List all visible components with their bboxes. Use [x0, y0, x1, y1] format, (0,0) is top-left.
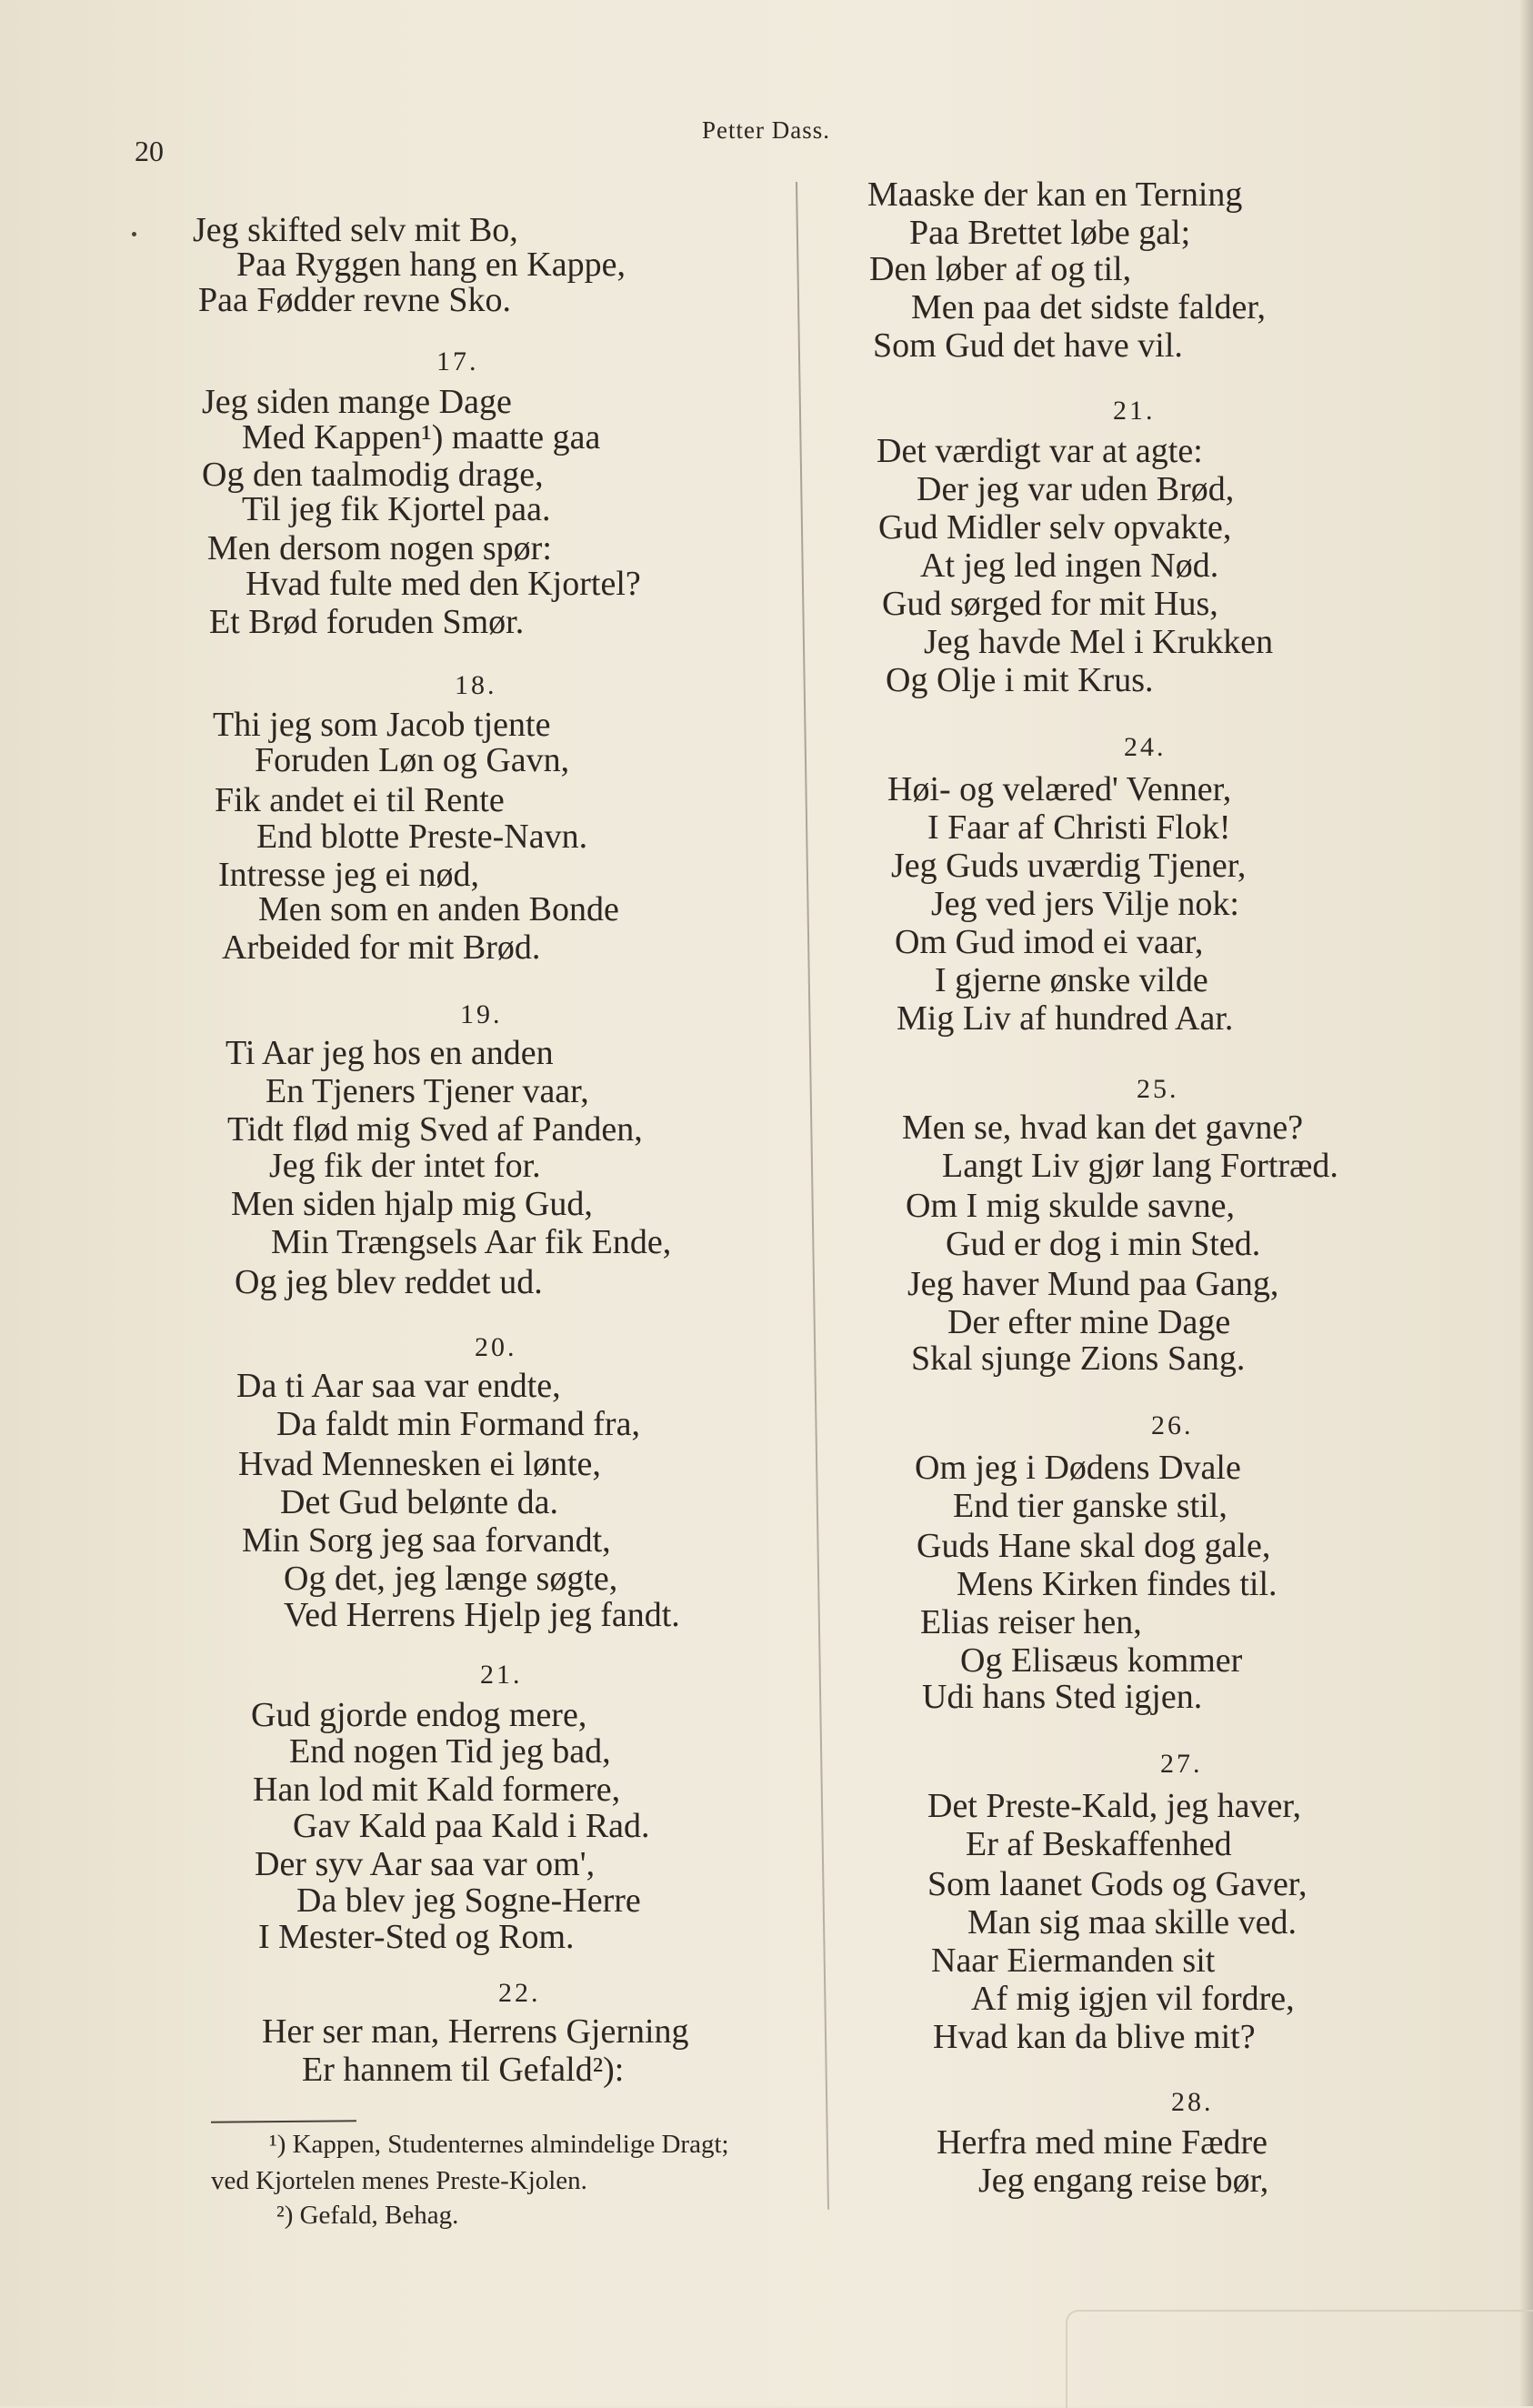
page-edge-shadow [1520, 0, 1533, 2406]
stanza-number: 19. [460, 999, 503, 1029]
scan-corner-mark [1066, 2310, 1533, 2408]
verse-line: Elias reiser hen, [920, 1603, 1142, 1641]
verse-line: Jeg haver Mund paa Gang, [907, 1265, 1279, 1303]
verse-line: Ti Aar jeg hos en anden [225, 1034, 554, 1072]
verse-line: Udi hans Sted igjen. [922, 1678, 1203, 1716]
verse-line: Mig Liv af hundred Aar. [897, 999, 1234, 1038]
page-number: 20 [135, 135, 164, 167]
verse-line: Hvad fulte med den Kjortel? [245, 565, 641, 603]
verse-line: Skal sjunge Zions Sang. [911, 1339, 1246, 1378]
verse-line: Herfra med mine Fædre [937, 2123, 1268, 2162]
verse-line: Hvad Mennesken ei lønte, [238, 1445, 601, 1483]
verse-line: Mens Kirken findes til. [957, 1565, 1278, 1603]
running-head: Petter Dass. [702, 116, 830, 144]
verse-line: Da ti Aar saa var endte, [236, 1367, 561, 1405]
verse-line: Og det, jeg længe søgte, [284, 1560, 618, 1598]
stanza-number: 21. [480, 1660, 523, 1690]
verse-line: Det værdigt var at agte: [877, 432, 1203, 470]
verse-line: Om I mig skulde savne, [906, 1187, 1236, 1225]
verse-line: Høi- og velæred' Venner, [887, 770, 1232, 808]
verse-line: Paa Ryggen hang en Kappe, [236, 246, 626, 284]
verse-line: Guds Hane skal dog gale, [917, 1527, 1271, 1565]
stanza-number: 21. [1113, 396, 1156, 426]
verse-line: Men dersom nogen spør: [207, 529, 552, 567]
verse-line: I gjerne ønske vilde [935, 961, 1208, 999]
verse-line: Med Kappen¹) maatte gaa [242, 418, 601, 457]
verse-line: I Faar af Christi Flok! [927, 808, 1231, 847]
verse-line: Men se, hvad kan det gavne? [902, 1109, 1304, 1147]
verse-line: Her ser man, Herrens Gjerning [262, 2012, 689, 2051]
verse-line: Man sig maa skille ved. [967, 1903, 1297, 1941]
verse-line: Min Sorg jeg saa forvandt, [242, 1521, 611, 1560]
verse-line: Da blev jeg Sogne-Herre [296, 1881, 641, 1920]
verse-line: Jeg ved jers Vilje nok: [931, 885, 1239, 923]
verse-line: Jeg havde Mel i Krukken [924, 623, 1274, 661]
verse-line: Og jeg blev reddet ud. [235, 1263, 543, 1301]
verse-line: Maaske der kan en Terning [867, 176, 1243, 214]
verse-line: Men siden hjalp mig Gud, [231, 1185, 593, 1223]
verse-line: Jeg engang reise bør, [978, 2162, 1269, 2200]
verse-line: Om Gud imod ei vaar, [895, 923, 1204, 961]
footnote-rule [211, 2120, 356, 2122]
verse-line: Hvad kan da blive mit? [933, 2018, 1256, 2056]
stanza-number: 17. [436, 346, 479, 376]
stanza-number: 27. [1160, 1749, 1203, 1779]
margin-dot [132, 232, 136, 236]
stanza-number: 20. [475, 1332, 517, 1362]
verse-line: Gav Kald paa Kald i Rad. [293, 1807, 650, 1845]
footnote: ved Kjortelen menes Preste-Kjolen. [211, 2166, 587, 2195]
verse-line: Gud gjorde endog mere, [251, 1696, 587, 1734]
stanza-number: 26. [1151, 1410, 1194, 1440]
verse-line: Men paa det sidste falder, [911, 288, 1266, 326]
column-divider [796, 182, 829, 2210]
verse-line: Er af Beskaffenhed [966, 1825, 1232, 1863]
verse-line: Til jeg fik Kjortel paa. [242, 490, 551, 528]
footnote: ²) Gefald, Behag. [276, 2201, 459, 2230]
verse-line: End nogen Tid jeg bad, [289, 1732, 611, 1771]
stanza-number: 28. [1171, 2087, 1214, 2117]
verse-line: Og Olje i mit Krus. [886, 661, 1154, 699]
verse-line: Som Gud det have vil. [873, 326, 1183, 365]
stanza-number: 22. [498, 1978, 541, 2008]
verse-line: Gud er dog i min Sted. [946, 1225, 1261, 1263]
verse-line: I Mester-Sted og Rom. [258, 1918, 575, 1956]
verse-line: Ved Herrens Hjelp jeg fandt. [284, 1596, 680, 1634]
stanza-number: 24. [1124, 732, 1167, 762]
verse-line: Men som en anden Bonde [258, 890, 619, 928]
verse-line: Der syv Aar saa var om', [255, 1845, 596, 1883]
verse-line: Thi jeg som Jacob tjente [213, 706, 551, 744]
verse-line: Jeg siden mange Dage [202, 383, 512, 421]
verse-line: Paa Brettet løbe gal; [909, 214, 1191, 252]
verse-line: Er hannem til Gefald²): [302, 2051, 625, 2089]
verse-line: Det Preste-Kald, jeg haver, [927, 1787, 1302, 1825]
verse-line: Naar Eiermanden sit [931, 1941, 1216, 1980]
verse-line: Jeg skifted selv mit Bo, [193, 211, 518, 249]
verse-line: Den løber af og til, [869, 250, 1132, 288]
verse-line: Om jeg i Dødens Dvale [915, 1449, 1241, 1487]
verse-line: Og den taalmodig drage, [202, 456, 544, 494]
verse-line: Der jeg var uden Brød, [917, 470, 1235, 508]
verse-line: Da faldt min Formand fra, [276, 1405, 640, 1443]
verse-line: Jeg fik der intet for. [269, 1147, 541, 1185]
verse-line: End tier ganske stil, [953, 1487, 1227, 1525]
verse-line: Et Brød foruden Smør. [209, 603, 525, 641]
verse-line: Foruden Løn og Gavn, [255, 741, 570, 779]
verse-line: Intresse jeg ei nød, [218, 856, 480, 894]
verse-line: Paa Fødder revne Sko. [198, 281, 512, 319]
verse-line: Han lod mit Kald formere, [253, 1771, 621, 1809]
verse-line: Min Trængsels Aar fik Ende, [271, 1223, 672, 1261]
verse-line: Det Gud belønte da. [280, 1483, 559, 1521]
verse-line: Der efter mine Dage [947, 1303, 1231, 1341]
verse-line: Af mig igjen vil fordre, [971, 1980, 1295, 2018]
verse-line: Og Elisæus kommer [960, 1641, 1243, 1680]
verse-line: En Tjeners Tjener vaar, [266, 1072, 589, 1110]
stanza-number: 25. [1137, 1074, 1179, 1104]
stanza-number: 18. [455, 670, 497, 700]
verse-line: Som laanet Gods og Gaver, [927, 1865, 1308, 1903]
verse-line: Tidt flød mig Sved af Panden, [227, 1110, 643, 1149]
verse-line: Langt Liv gjør lang Fortræd. [942, 1147, 1338, 1185]
verse-line: At jeg led ingen Nød. [920, 547, 1219, 585]
verse-line: Arbeided for mit Brød. [222, 928, 541, 967]
verse-line: Gud sørged for mit Hus, [882, 585, 1218, 623]
verse-line: Fik andet ei til Rente [215, 781, 505, 819]
footnote: ¹) Kappen, Studenternes almindelige Dragt; [269, 2130, 729, 2159]
verse-line: Gud Midler selv opvakte, [878, 508, 1232, 547]
verse-line: End blotte Preste-Navn. [256, 818, 588, 856]
verse-line: Jeg Guds uværdig Tjener, [891, 847, 1247, 885]
